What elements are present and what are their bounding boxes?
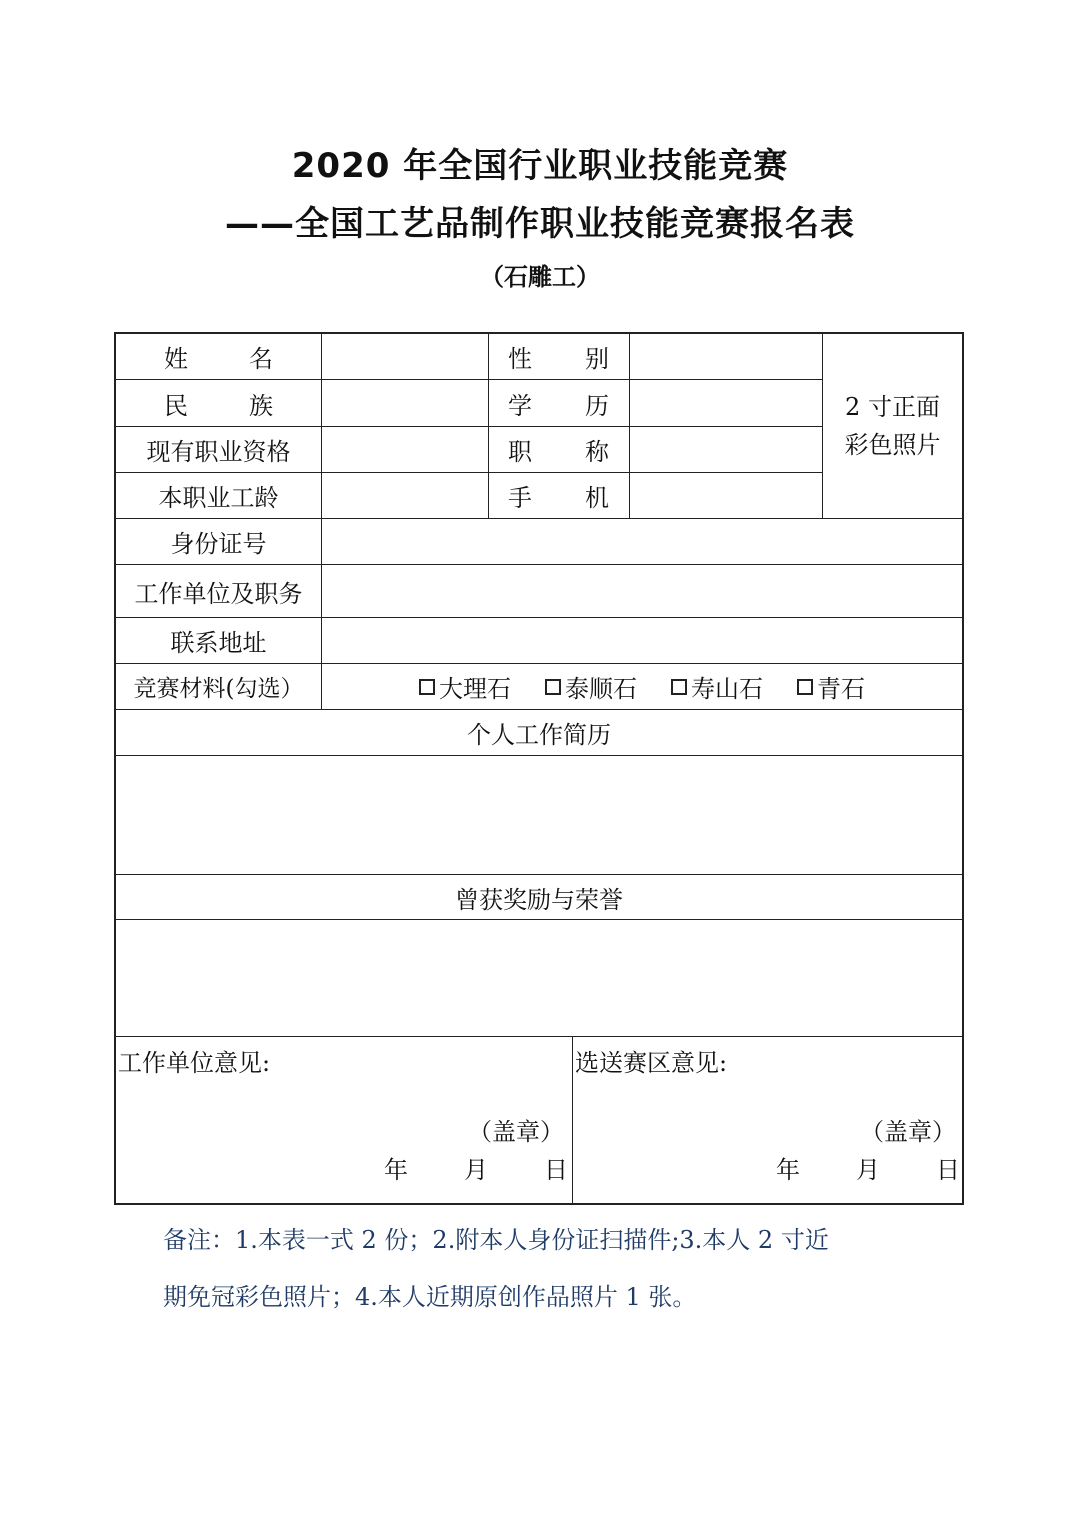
material-option[interactable]: 大理石	[419, 669, 511, 704]
name-field[interactable]	[322, 334, 488, 379]
photo-label-line1: 2 寸正面	[845, 393, 940, 421]
id-number-label: 身份证号	[170, 530, 267, 558]
honors-field[interactable]	[116, 920, 962, 1036]
gender-field[interactable]	[630, 334, 822, 379]
education-label: 学 历	[508, 391, 609, 420]
materials-options	[322, 664, 962, 709]
registration-form-table	[114, 332, 964, 1205]
checkbox-icon[interactable]	[545, 679, 561, 695]
phone-field[interactable]	[630, 473, 822, 518]
education-field[interactable]	[630, 380, 822, 426]
work-years-label: 本职业工龄	[158, 484, 279, 512]
employer-field[interactable]	[322, 565, 962, 617]
gender-label: 性 别	[508, 345, 609, 373]
form-subtitle: （石雕工）	[480, 263, 600, 291]
form-title-line2: ——全国工艺品制作职业技能竞赛报名表	[225, 204, 855, 244]
ethnicity-field[interactable]	[322, 380, 488, 426]
job-title-label: 职 称	[508, 438, 609, 466]
checkbox-icon[interactable]	[797, 679, 813, 695]
photo-placeholder[interactable]	[823, 334, 962, 518]
phone-label: 手 机	[508, 484, 609, 512]
region-seal: （盖章）	[860, 1118, 956, 1146]
checkbox-icon[interactable]	[419, 679, 435, 695]
employer-opinion-label: 工作单位意见:	[118, 1049, 271, 1077]
region-opinion-label: 选送赛区意见:	[575, 1049, 728, 1077]
id-number-field[interactable]	[322, 519, 962, 564]
honors-header: 曾获奖励与荣誉	[455, 885, 623, 914]
employer-seal: （盖章）	[468, 1118, 564, 1146]
material-option[interactable]: 寿山石	[671, 669, 763, 704]
checkbox-icon[interactable]	[671, 679, 687, 695]
employer-date: 年 月 日	[384, 1156, 568, 1184]
materials-label: 竞赛材料(勾选）	[133, 676, 304, 702]
address-label: 联系地址	[170, 629, 267, 657]
form-title: 2020 年全国行业职业技能竞赛	[291, 146, 789, 186]
photo-label-line2: 彩色照片	[844, 431, 941, 459]
name-label: 姓 名	[164, 345, 273, 373]
notes-line2: 期免冠彩色照片；4.本人近期原创作品照片 1 张。	[163, 1283, 697, 1311]
material-option[interactable]: 青石	[797, 669, 865, 704]
material-option[interactable]: 泰顺石	[545, 669, 637, 704]
address-field[interactable]	[322, 618, 962, 663]
qualification-field[interactable]	[322, 427, 488, 472]
ethnicity-label: 民 族	[164, 391, 273, 420]
employer-label: 工作单位及职务	[134, 579, 303, 608]
qualification-label: 现有职业资格	[146, 438, 291, 466]
job-title-field[interactable]	[630, 427, 822, 472]
resume-field[interactable]	[116, 756, 962, 874]
resume-header: 个人工作简历	[467, 721, 611, 749]
work-years-field[interactable]	[322, 473, 488, 518]
region-date: 年 月 日	[776, 1156, 960, 1184]
notes-line1: 备注：1.本表一式 2 份；2.附本人身份证扫描件;3.本人 2 寸近	[163, 1226, 829, 1254]
